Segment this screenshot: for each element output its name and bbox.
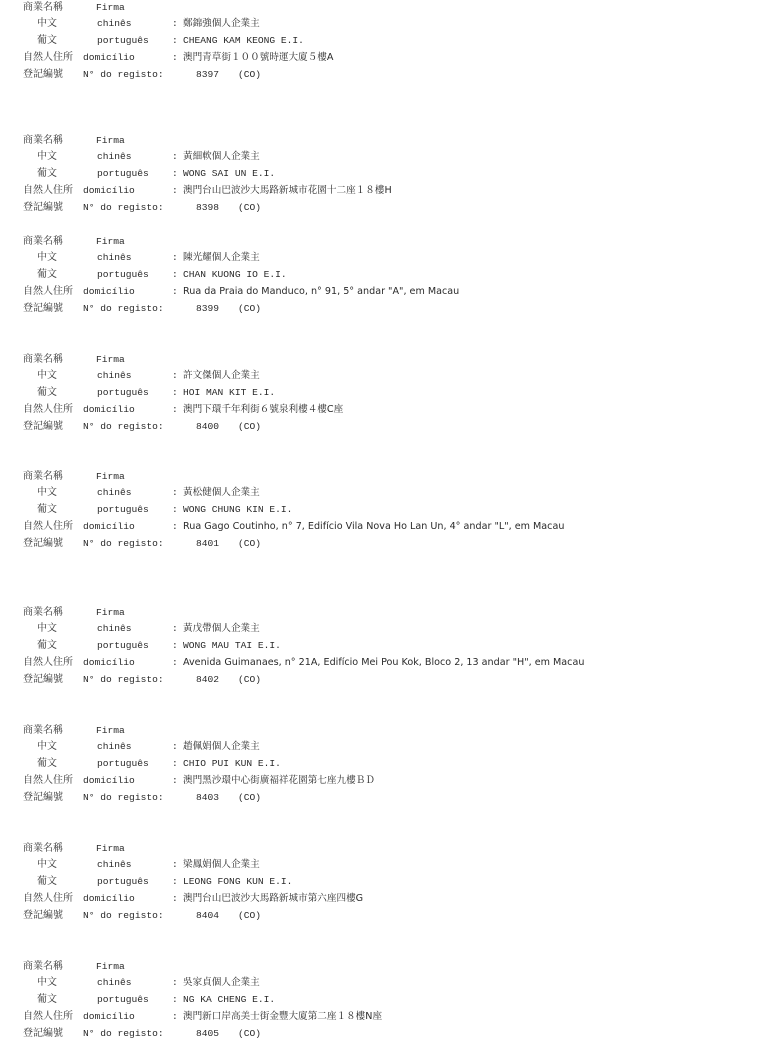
firm-name-zh: 許文傑個人企業主 bbox=[183, 370, 260, 381]
chinese-label-pt: chinês bbox=[97, 623, 132, 634]
portuguese-label-zh: 葡文 bbox=[37, 640, 57, 651]
firm-label-zh: 商業名稱 bbox=[23, 354, 63, 365]
domicile-label-pt: domicílio bbox=[83, 404, 135, 415]
chinese-label-zh: 中文 bbox=[37, 18, 57, 29]
registration-code: (CO) bbox=[238, 421, 262, 432]
domicile-label-zh: 自然人住所 bbox=[23, 1011, 73, 1022]
registration-code: (CO) bbox=[238, 303, 262, 314]
chinese-label-pt: chinês bbox=[97, 252, 132, 263]
chinese-label-pt: chinês bbox=[97, 370, 132, 381]
reg-label-pt: N° do registo: bbox=[83, 674, 164, 685]
colon: : bbox=[172, 18, 178, 29]
chinese-label-pt: chinês bbox=[97, 18, 132, 29]
colon: : bbox=[172, 1011, 178, 1022]
domicile-address: 澳門台山巴波沙大馬路新城市第六座四樓G bbox=[183, 893, 364, 904]
firm-name-pt: LEONG FONG KUN E.I. bbox=[183, 876, 293, 887]
colon: : bbox=[172, 741, 178, 752]
domicile-label-zh: 自然人住所 bbox=[23, 185, 73, 196]
chinese-label-zh: 中文 bbox=[37, 151, 57, 162]
colon: : bbox=[172, 994, 178, 1005]
chinese-label-zh: 中文 bbox=[37, 487, 57, 498]
portuguese-label-zh: 葡文 bbox=[37, 168, 57, 179]
portuguese-label-zh: 葡文 bbox=[37, 387, 57, 398]
portuguese-label-pt: português bbox=[97, 758, 149, 769]
chinese-label-zh: 中文 bbox=[37, 741, 57, 752]
colon: : bbox=[172, 775, 178, 786]
domicile-address: 澳門台山巴波沙大馬路新城市花園十二座１８樓H bbox=[183, 185, 392, 196]
colon: : bbox=[172, 876, 178, 887]
reg-label-zh: 登記編號 bbox=[23, 674, 63, 685]
firm-label-zh: 商業名稱 bbox=[23, 236, 63, 247]
firm-label-pt: Firma bbox=[96, 471, 125, 482]
portuguese-label-pt: português bbox=[97, 640, 149, 651]
chinese-label-pt: chinês bbox=[97, 487, 132, 498]
domicile-address: 澳門黑沙環中心街廣福祥花園第七座九樓ＢＤ bbox=[183, 775, 375, 786]
portuguese-label-zh: 葡文 bbox=[37, 758, 57, 769]
firm-label-pt: Firma bbox=[96, 2, 125, 13]
firm-label-zh: 商業名稱 bbox=[23, 2, 63, 13]
firm-name-pt: WONG CHUNG KIN E.I. bbox=[183, 504, 293, 515]
domicile-label-pt: domicílio bbox=[83, 893, 135, 904]
firm-label-pt: Firma bbox=[96, 354, 125, 365]
reg-label-pt: N° do registo: bbox=[83, 202, 164, 213]
chinese-label-zh: 中文 bbox=[37, 977, 57, 988]
firm-name-zh: 黃細軟個人企業主 bbox=[183, 151, 260, 162]
domicile-address: Avenida Guimanaes, n° 21A, Edifício Mei Pou Kok, Bloco 2, 13 andar "H", em Macau bbox=[183, 657, 585, 668]
registration-number: 8404 bbox=[196, 910, 220, 921]
registration-code: (CO) bbox=[238, 538, 262, 549]
firm-name-zh: 黃戊帶個人企業主 bbox=[183, 623, 260, 634]
registration-number: 8398 bbox=[196, 202, 220, 213]
chinese-label-pt: chinês bbox=[97, 977, 132, 988]
registration-code: (CO) bbox=[238, 910, 262, 921]
portuguese-label-pt: português bbox=[97, 35, 149, 46]
reg-label-pt: N° do registo: bbox=[83, 69, 164, 80]
firm-name-pt: NG KA CHENG E.I. bbox=[183, 994, 276, 1005]
colon: : bbox=[172, 521, 178, 532]
reg-label-pt: N° do registo: bbox=[83, 421, 164, 432]
chinese-label-zh: 中文 bbox=[37, 370, 57, 381]
colon: : bbox=[172, 657, 178, 668]
domicile-address: Rua da Praia do Manduco, n° 91, 5° andar "A", em Macau bbox=[183, 286, 460, 297]
portuguese-label-zh: 葡文 bbox=[37, 994, 57, 1005]
firm-label-pt: Firma bbox=[96, 607, 125, 618]
colon: : bbox=[172, 859, 178, 870]
registration-number: 8403 bbox=[196, 792, 220, 803]
firm-label-pt: Firma bbox=[96, 961, 125, 972]
registration-code: (CO) bbox=[238, 69, 262, 80]
registration-code: (CO) bbox=[238, 792, 262, 803]
chinese-label-zh: 中文 bbox=[37, 859, 57, 870]
portuguese-label-pt: português bbox=[97, 876, 149, 887]
firm-name-pt: CHIO PUI KUN E.I. bbox=[183, 758, 281, 769]
colon: : bbox=[172, 758, 178, 769]
domicile-address: 澳門下環千年利街６號泉利樓４樓C座 bbox=[183, 404, 344, 415]
domicile-label-zh: 自然人住所 bbox=[23, 893, 73, 904]
registration-code: (CO) bbox=[238, 1028, 262, 1039]
reg-label-zh: 登記編號 bbox=[23, 792, 63, 803]
reg-label-zh: 登記編號 bbox=[23, 69, 63, 80]
domicile-address: Rua Gago Coutinho, n° 7, Edifício Vila Nova Ho Lan Un, 4° andar "L", em Macau bbox=[183, 521, 565, 532]
firm-label-zh: 商業名稱 bbox=[23, 725, 63, 736]
reg-label-pt: N° do registo: bbox=[83, 303, 164, 314]
reg-label-pt: N° do registo: bbox=[83, 792, 164, 803]
firm-name-pt: HOI MAN KIT E.I. bbox=[183, 387, 276, 398]
registration-number: 8402 bbox=[196, 674, 220, 685]
colon: : bbox=[172, 640, 178, 651]
colon: : bbox=[172, 504, 178, 515]
firm-label-zh: 商業名稱 bbox=[23, 843, 63, 854]
chinese-label-pt: chinês bbox=[97, 741, 132, 752]
colon: : bbox=[172, 35, 178, 46]
firm-name-zh: 吳家貞個人企業主 bbox=[183, 977, 260, 988]
colon: : bbox=[172, 252, 178, 263]
reg-label-zh: 登記編號 bbox=[23, 538, 63, 549]
domicile-label-zh: 自然人住所 bbox=[23, 286, 73, 297]
firm-label-zh: 商業名稱 bbox=[23, 471, 63, 482]
registration-number: 8405 bbox=[196, 1028, 220, 1039]
portuguese-label-pt: português bbox=[97, 168, 149, 179]
chinese-label-zh: 中文 bbox=[37, 252, 57, 263]
colon: : bbox=[172, 404, 178, 415]
portuguese-label-pt: português bbox=[97, 994, 149, 1005]
chinese-label-pt: chinês bbox=[97, 859, 132, 870]
colon: : bbox=[172, 893, 178, 904]
firm-name-zh: 趙佩娟個人企業主 bbox=[183, 741, 260, 752]
colon: : bbox=[172, 487, 178, 498]
firm-label-zh: 商業名稱 bbox=[23, 607, 63, 618]
firm-label-zh: 商業名稱 bbox=[23, 961, 63, 972]
firm-name-zh: 梁鳳娟個人企業主 bbox=[183, 859, 260, 870]
firm-name-zh: 陳光耀個人企業主 bbox=[183, 252, 260, 263]
colon: : bbox=[172, 151, 178, 162]
firm-name-pt: WONG SAI UN E.I. bbox=[183, 168, 276, 179]
firm-label-pt: Firma bbox=[96, 236, 125, 247]
domicile-label-pt: domicílio bbox=[83, 286, 135, 297]
firm-name-zh: 黃松健個人企業主 bbox=[183, 487, 260, 498]
registration-code: (CO) bbox=[238, 674, 262, 685]
portuguese-label-pt: português bbox=[97, 269, 149, 280]
reg-label-zh: 登記編號 bbox=[23, 1028, 63, 1039]
registration-number: 8399 bbox=[196, 303, 220, 314]
domicile-address: 澳門青草街１００號時運大廈５樓A bbox=[183, 52, 334, 63]
firm-name-pt: CHAN KUONG IO E.I. bbox=[183, 269, 287, 280]
portuguese-label-zh: 葡文 bbox=[37, 876, 57, 887]
chinese-label-zh: 中文 bbox=[37, 623, 57, 634]
domicile-label-pt: domicílio bbox=[83, 1011, 135, 1022]
colon: : bbox=[172, 286, 178, 297]
colon: : bbox=[172, 52, 178, 63]
reg-label-pt: N° do registo: bbox=[83, 1028, 164, 1039]
registration-number: 8401 bbox=[196, 538, 220, 549]
firm-name-pt: WONG MAU TAI E.I. bbox=[183, 640, 281, 651]
reg-label-zh: 登記編號 bbox=[23, 303, 63, 314]
domicile-label-pt: domicílio bbox=[83, 775, 135, 786]
firm-label-pt: Firma bbox=[96, 843, 125, 854]
portuguese-label-zh: 葡文 bbox=[37, 269, 57, 280]
reg-label-pt: N° do registo: bbox=[83, 910, 164, 921]
domicile-label-pt: domicílio bbox=[83, 521, 135, 532]
portuguese-label-pt: português bbox=[97, 504, 149, 515]
domicile-label-zh: 自然人住所 bbox=[23, 657, 73, 668]
colon: : bbox=[172, 168, 178, 179]
portuguese-label-zh: 葡文 bbox=[37, 504, 57, 515]
colon: : bbox=[172, 269, 178, 280]
domicile-address: 澳門新口岸高美士街金豐大廈第二座１８樓N座 bbox=[183, 1011, 383, 1022]
registration-number: 8400 bbox=[196, 421, 220, 432]
firm-label-zh: 商業名稱 bbox=[23, 135, 63, 146]
colon: : bbox=[172, 185, 178, 196]
chinese-label-pt: chinês bbox=[97, 151, 132, 162]
domicile-label-zh: 自然人住所 bbox=[23, 521, 73, 532]
colon: : bbox=[172, 370, 178, 381]
domicile-label-pt: domicílio bbox=[83, 657, 135, 668]
firm-label-pt: Firma bbox=[96, 725, 125, 736]
reg-label-zh: 登記編號 bbox=[23, 202, 63, 213]
reg-label-zh: 登記編號 bbox=[23, 910, 63, 921]
reg-label-zh: 登記編號 bbox=[23, 421, 63, 432]
colon: : bbox=[172, 623, 178, 634]
colon: : bbox=[172, 977, 178, 988]
registration-code: (CO) bbox=[238, 202, 262, 213]
domicile-label-zh: 自然人住所 bbox=[23, 404, 73, 415]
domicile-label-pt: domicílio bbox=[83, 52, 135, 63]
portuguese-label-zh: 葡文 bbox=[37, 35, 57, 46]
reg-label-pt: N° do registo: bbox=[83, 538, 164, 549]
portuguese-label-pt: português bbox=[97, 387, 149, 398]
firm-name-zh: 鄭錦強個人企業主 bbox=[183, 18, 260, 29]
domicile-label-zh: 自然人住所 bbox=[23, 52, 73, 63]
registration-number: 8397 bbox=[196, 69, 220, 80]
colon: : bbox=[172, 387, 178, 398]
domicile-label-pt: domicílio bbox=[83, 185, 135, 196]
domicile-label-zh: 自然人住所 bbox=[23, 775, 73, 786]
firm-name-pt: CHEANG KAM KEONG E.I. bbox=[183, 35, 304, 46]
firm-label-pt: Firma bbox=[96, 135, 125, 146]
